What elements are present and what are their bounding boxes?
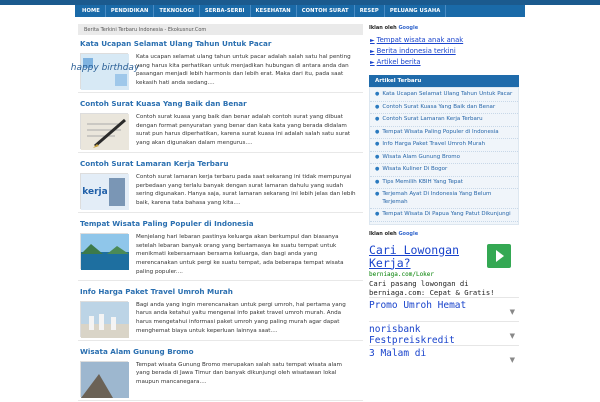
post-item <box>78 347 363 401</box>
pen-letter-thumbnail[interactable] <box>80 113 128 149</box>
post-title-link[interactable]: Tempat Wisata Paling Populer di Indonesia <box>80 219 254 228</box>
recent-article-link[interactable]: ● Wisata Alam Gunung Bromo <box>370 152 518 165</box>
nav-pendidikan[interactable]: PENDIDIKAN <box>106 5 155 17</box>
recent-article-link[interactable]: ● Contoh Surat Kuasa Yang Baik dan Benar <box>370 102 518 115</box>
birthday-thumbnail[interactable] <box>70 53 140 89</box>
chevron-down-icon: ▼ <box>509 331 515 340</box>
post-item <box>78 219 363 281</box>
post-excerpt: Bagi anda yang ingin merencanakan untuk pergi umroh, hal pertama yang harus anda ketahui yaitu mengenai info paket travel umroh murah. Anda harus mengetahui informasi paket umroh yang paling murah agar dapat menghemat biaya untuk keperluan lainnya saat.... <box>136 301 346 334</box>
bullet-icon: ● <box>375 141 380 147</box>
post-title-link[interactable]: Contoh Surat Kuasa Yang Baik dan Benar <box>80 99 247 108</box>
bullet-icon: ● <box>375 91 380 97</box>
nav-kesehatan[interactable]: KESEHATAN <box>251 5 297 17</box>
post-item <box>78 99 363 153</box>
post-excerpt: Menjelang hari lebaran pastinya keluarga akan berkumpul dan biasanya setelah lebaran banyak orang yang bertamasya ke suatu tempat untuk menikmati kebersamaan bersama keluarga, dan bagi anda yang merencanakan untuk pergi ke suatu tempat, ada beberapa tempat wisata paling populer.... <box>136 234 344 275</box>
chevron-down-icon: ▼ <box>509 355 515 364</box>
post-item <box>78 287 363 341</box>
main-nav <box>75 5 525 17</box>
post-excerpt: Kata ucapan selamat ulang tahun untuk pacar adalah salah satu hal penting yang harus kita perhatikan untuk menjadikan hubungan di antara anda dan pasangan menjadi lebih harmonis dan lebih erat. Maka dari itu, pada saat kekasih hati anda sedang.... <box>136 54 351 87</box>
nav-peluang-usaha[interactable]: PELUANG USAHA <box>385 5 447 17</box>
arrow-icon: ► <box>370 59 375 66</box>
ad-row[interactable]: norisbank Festpreiskredit ▼ <box>369 321 519 345</box>
ad-link[interactable]: ► Berita indonesia terkini <box>370 47 456 55</box>
ad-links <box>369 32 519 72</box>
bullet-icon: ● <box>375 211 380 217</box>
bullet-icon: ● <box>375 153 380 160</box>
ad-headline[interactable]: Cari Lowongan Kerja? <box>369 242 460 270</box>
nav-home[interactable]: HOME <box>77 5 106 17</box>
post-title-link[interactable]: Contoh Surat Lamaran Kerja Terbaru <box>80 159 229 168</box>
nav-serba-serbi[interactable]: SERBA-SERBI <box>200 5 251 17</box>
sidebar <box>369 24 519 400</box>
recent-articles-title: Artikel Terbaru <box>369 75 519 87</box>
bullet-icon: ● <box>375 116 380 122</box>
umroh-thumbnail[interactable] <box>80 301 128 337</box>
svg-text:kerja: kerja <box>82 187 108 197</box>
job-thumbnail[interactable] <box>80 173 128 209</box>
recent-article-link[interactable]: ● Contoh Surat Lamaran Kerja Terbaru <box>370 114 518 127</box>
ads-by-google-label-2: Iklan oleh Google <box>369 230 419 237</box>
bullet-icon: ● <box>375 166 380 172</box>
ads-by-google-label: Iklan oleh Google <box>369 25 419 31</box>
ad-next-arrow-icon[interactable] <box>487 244 511 268</box>
nav-resep[interactable]: RESEP <box>355 5 385 17</box>
svg-text:happy birthday: happy birthday <box>70 63 140 73</box>
chevron-down-icon: ▼ <box>509 307 515 316</box>
bullet-icon: ● <box>375 128 380 135</box>
nav-contoh-surat[interactable]: CONTOH SURAT <box>297 5 355 17</box>
post-title-link[interactable]: Wisata Alam Gunung Bromo <box>80 346 194 356</box>
post-item <box>78 159 363 213</box>
bullet-icon: ● <box>375 191 380 197</box>
post-excerpt: Contoh surat kuasa yang baik dan benar adalah contoh surat yang dibuat dengan format penyuratan yang benar dan kata kata yang berada didalam surat pun harus diperhatikan, karena surat kuasa ini adalah salah satu surat yang akan digunakan dalam mengurus.... <box>136 114 351 147</box>
recent-article-link[interactable]: ● Wisata Kuliner Di Bogor <box>370 164 518 177</box>
ad-row[interactable]: 3 Malam di ▼ <box>369 345 519 369</box>
bullet-icon: ● <box>375 178 380 185</box>
post-title-link[interactable]: Info Harga Paket Travel Umroh Murah <box>80 286 233 296</box>
recent-article-link[interactable]: ● Tips Memilih KBIH Yang Tepat <box>370 177 518 190</box>
post-excerpt: Contoh surat lamaran kerja terbaru pada saat sekarang ini tidak mempunyai perbedaan yang terlalu banyak dengan surat lamaran dahulu yang sudah sering digunakan. Hanya saja, surat lamaran sekarang ini lebih jelas dan lebih baik, karena tata bahasa yang kita.... <box>136 174 356 207</box>
breadcrumb: Berita Terkini Terbaru Indonesia - Ekokusnur.Com <box>78 24 363 35</box>
bullet-icon: ● <box>375 103 380 110</box>
ad-link[interactable]: ► Artikel berita <box>370 58 421 66</box>
post-excerpt: Tempat wisata Gunung Bromo merupakan salah satu tempat wisata alam yang berada di Jawa Timur dan banyak dikunjungi oleh wisatawan lokal maupun mancanegara.... <box>136 361 342 385</box>
recent-article-link[interactable]: ● Info Harga Paket Travel Umroh Murah <box>370 139 518 152</box>
google-ad-block <box>369 244 519 394</box>
recent-article-link[interactable]: ● Terjemah Ayat Di Indonesia Yang Belum Terjemah <box>370 189 518 209</box>
ad-description: Cari pasang lowongan di berniaga.com: Cepat & Gratis! <box>369 278 495 297</box>
recent-article-link[interactable]: ● Tempat Wisata Di Papua Yang Patut Dikunjungi <box>370 209 518 222</box>
arrow-icon: ► <box>370 48 375 55</box>
ad-link[interactable]: ► Tempat wisata anak anak <box>370 36 464 44</box>
recent-article-link[interactable]: ● Tempat Wisata Paling Populer di Indonesia <box>370 127 518 140</box>
ad-row[interactable]: Promo Umroh Hemat ▼ <box>369 297 519 321</box>
arrow-icon: ► <box>370 37 375 44</box>
post-item <box>70 39 363 93</box>
mountain-thumbnail[interactable] <box>80 361 128 397</box>
recent-article-link[interactable]: ● Kata Ucapan Selamat Ulang Tahun Untuk Pacar <box>370 89 518 102</box>
nav-teknologi[interactable]: TEKNOLOGI <box>154 5 199 17</box>
recent-articles-list <box>369 87 519 225</box>
post-title-link[interactable]: Kata Ucapan Selamat Ulang Tahun Untuk Pacar <box>80 39 272 48</box>
ad-url[interactable]: berniaga.com/Loker <box>369 270 435 278</box>
beach-thumbnail[interactable] <box>80 233 128 269</box>
main-content <box>70 24 363 400</box>
